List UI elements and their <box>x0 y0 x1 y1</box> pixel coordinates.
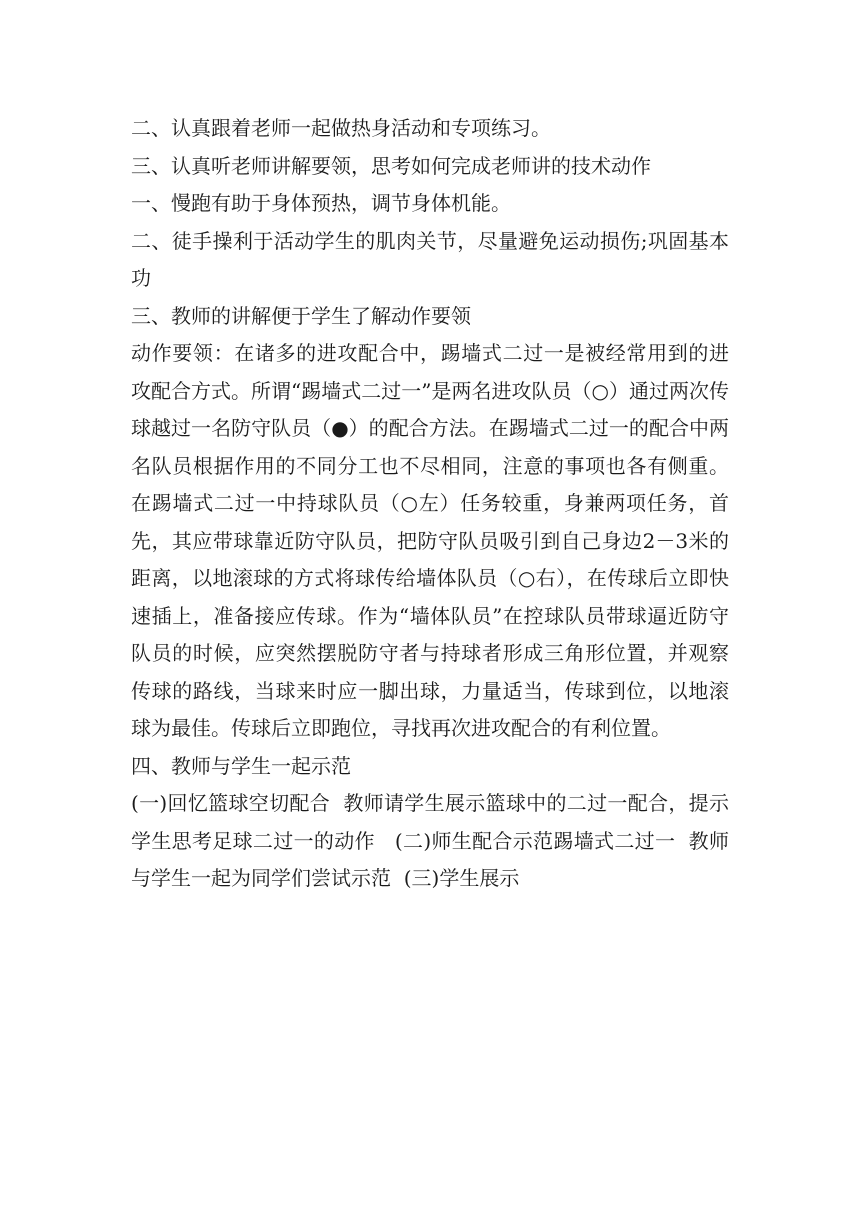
paragraph-listen-explanation: 三、认真听老师讲解要领，思考如何完成老师讲的技术动作 <box>131 153 651 178</box>
document-body <box>131 110 729 898</box>
paragraph-jogging: 一、慢跑有助于身体预热，调节身体机能。 <box>131 191 511 215</box>
paragraph-warmup-follow: 二、认真跟着老师一起做热身活动和专项练习。 <box>131 116 551 140</box>
paragraph-teacher-explanation: 三、教师的讲解便于学生了解动作要领 <box>131 303 471 328</box>
paragraph-demonstration-steps: (一)回忆篮球空切配合 教师请学生展示篮球中的二过一配合，提示学生思考足球二过一的动作 (二)师生配合示范踢墙式二过一 教师与学生一起为同学们尝试示范 (三)学生展示 <box>131 791 729 890</box>
paragraph-calisthenics: 二、徒手操利于活动学生的肌肉关节，尽量避免运动损伤;巩固基本功 <box>131 228 729 290</box>
paragraph-demonstration-heading: 四、教师与学生一起示范 <box>131 753 351 778</box>
paragraph-action-essentials: 动作要领：在诸多的进攻配合中，踢墙式二过一是被经常用到的进攻配合方式。所谓“踢墙式二过一”是两名进攻队员（○）通过两次传球越过一名防守队员（●）的配合方法。在踢墙式二过一的配合中两名队员根据作用的不同分工也不尽相同，注意的事项也各有侧重。在踢墙式二过一中持球队员（○左）任务较重，身兼两项任务，首先，其应带球靠近防守队员，把防守队员吸引到自己身边2－3米的距离，以地滚球的方式将球传给墙体队员（○右），在传球后立即快速插上，准备接应传球。作为“墙体队员”在控球队员带球逼近防守队员的时候，应突然摆脱防守者与持球者形成三角形位置，并观察传球的路线，当球来时应一脚出球，力量适当，传球到位，以地滚球为最佳。传球后立即跑位，寻找再次进攻配合的有利位置。 <box>131 341 729 740</box>
